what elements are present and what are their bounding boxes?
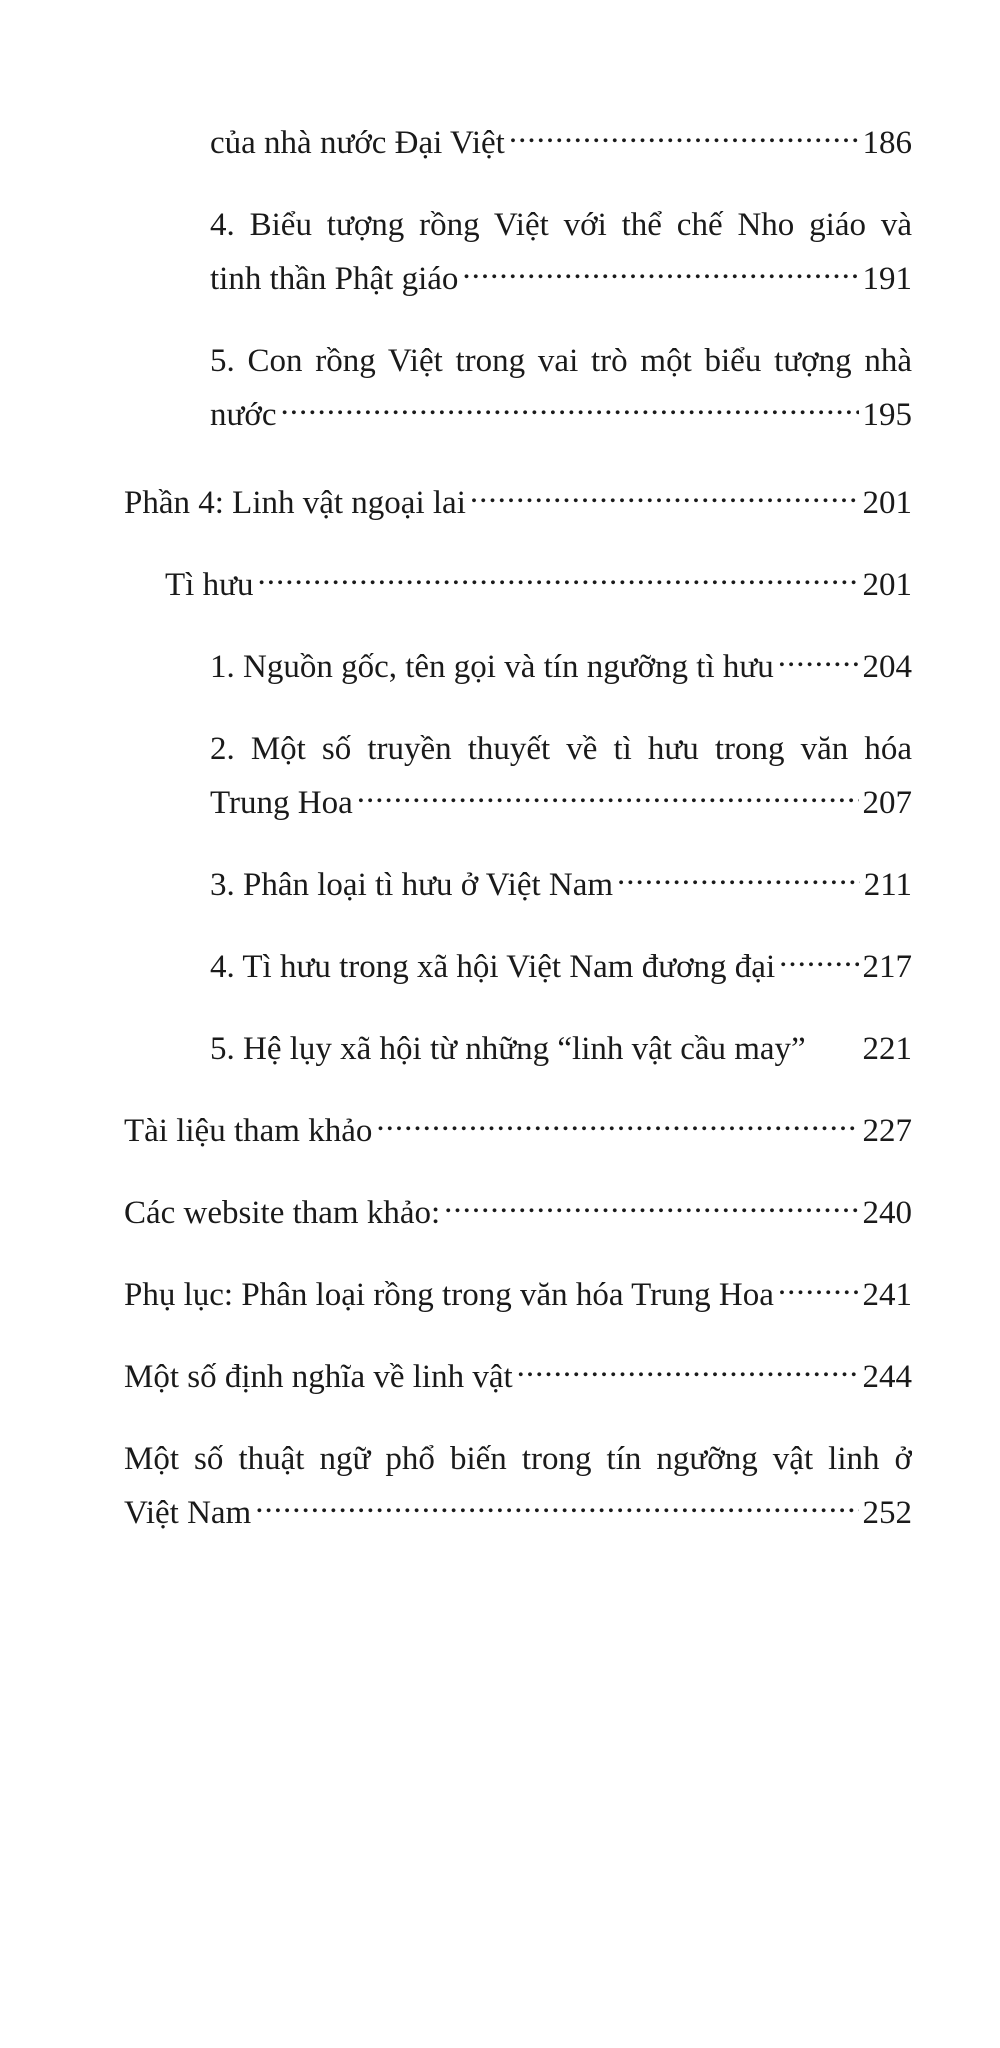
- toc-entry-title: 5. Hệ lụy xã hội từ những “linh vật cầu may”: [210, 1031, 806, 1067]
- dot-leader: [778, 1272, 859, 1305]
- toc-line: [124, 1350, 912, 1404]
- toc-entry: [124, 1268, 912, 1322]
- toc-line: [210, 776, 912, 830]
- toc-line: [124, 1486, 912, 1540]
- toc-page-number: 201: [862, 567, 912, 603]
- toc-entry: [124, 1186, 912, 1240]
- toc-entry-title: Phụ lục: Phân loại rồng trong văn hóa Trung Hoa: [124, 1277, 774, 1313]
- toc-entry: [165, 558, 912, 612]
- toc-entry-title-line: Một số thuật ngữ phổ biến trong tín ngưỡng vật linh ở: [124, 1441, 912, 1477]
- toc-page-number: 211: [863, 867, 912, 903]
- toc-entry-title: 3. Phân loại tì hưu ở Việt Nam: [210, 867, 614, 903]
- toc-page-number: 244: [862, 1359, 912, 1395]
- toc-line: [210, 252, 912, 306]
- toc-entry: [210, 334, 912, 442]
- dot-leader: [779, 944, 858, 977]
- toc-page-number: 217: [862, 949, 912, 985]
- toc-page-number: 221: [862, 1031, 912, 1067]
- toc-line: [124, 1104, 912, 1158]
- toc-page-number: 252: [862, 1495, 912, 1531]
- toc-entry-title: 4. Tì hưu trong xã hội Việt Nam đương đại: [210, 949, 776, 985]
- toc-line: [165, 558, 912, 612]
- dot-leader: [509, 120, 859, 153]
- toc-page-number: 204: [862, 649, 912, 685]
- toc-entry-title: Tì hưu: [165, 567, 254, 603]
- dot-leader: [376, 1108, 858, 1141]
- toc-entry-title-line: 2. Một số truyền thuyết về tì hưu trong văn hóa: [210, 731, 912, 767]
- dot-leader: [517, 1354, 859, 1387]
- toc-entry-title: nước: [210, 397, 277, 433]
- dot-leader: [617, 862, 860, 895]
- dot-leader: [462, 256, 858, 289]
- toc-entry-title-line: 5. Con rồng Việt trong vai trò một biểu tượng nhà: [210, 343, 912, 379]
- toc-line: [210, 858, 912, 912]
- toc-page-number: 227: [862, 1113, 912, 1149]
- toc-entry: [210, 858, 912, 912]
- toc-entry-title: Các website tham khảo:: [124, 1195, 441, 1231]
- dot-leader: [257, 562, 858, 595]
- dot-leader: [778, 644, 859, 677]
- toc-line: [124, 1186, 912, 1240]
- toc-page-number: 240: [862, 1195, 912, 1231]
- toc-entry: [210, 1022, 912, 1076]
- toc-entry-title: Một số định nghĩa về linh vật: [124, 1359, 513, 1395]
- toc-entry-title: Việt Nam: [124, 1495, 252, 1531]
- toc-entry: [210, 722, 912, 830]
- toc-entry: [210, 116, 912, 170]
- toc-entry: [124, 1350, 912, 1404]
- toc-line: [210, 1022, 912, 1076]
- toc-entry: [210, 198, 912, 306]
- toc-entry: [124, 1104, 912, 1158]
- dot-leader: [255, 1490, 858, 1523]
- toc-line: [210, 940, 912, 994]
- toc-page-number: 191: [862, 261, 912, 297]
- dot-leader: [444, 1190, 858, 1223]
- toc-entry: [210, 940, 912, 994]
- toc-line: [210, 388, 912, 442]
- dot-leader: [280, 392, 858, 425]
- toc-entry: [124, 476, 912, 530]
- toc-entry-title: 1. Nguồn gốc, tên gọi và tín ngưỡng tì hưu: [210, 649, 774, 685]
- toc-line: [210, 640, 912, 694]
- toc-entry-title: Tài liệu tham khảo: [124, 1113, 373, 1149]
- toc-entry-title: Trung Hoa: [210, 785, 353, 821]
- toc-line: [124, 1268, 912, 1322]
- toc-entry: [124, 1432, 912, 1540]
- toc-page-number: 201: [862, 485, 912, 521]
- dot-leader: [470, 480, 859, 513]
- toc-entry: [210, 640, 912, 694]
- toc-line: [210, 116, 912, 170]
- toc-entry-title: Phần 4: Linh vật ngoại lai: [124, 485, 466, 521]
- toc-page-number: 195: [862, 397, 912, 433]
- dot-leader: [357, 780, 859, 813]
- toc-line: [124, 476, 912, 530]
- toc-entry-title: tinh thần Phật giáo: [210, 261, 459, 297]
- toc-page-number: 186: [862, 125, 912, 161]
- toc-page-number: 207: [862, 785, 912, 821]
- toc-entry-title-line: 4. Biểu tượng rồng Việt với thể chế Nho giáo và: [210, 207, 912, 243]
- toc-page-number: 241: [862, 1277, 912, 1313]
- toc-entry-title: của nhà nước Đại Việt: [210, 125, 505, 161]
